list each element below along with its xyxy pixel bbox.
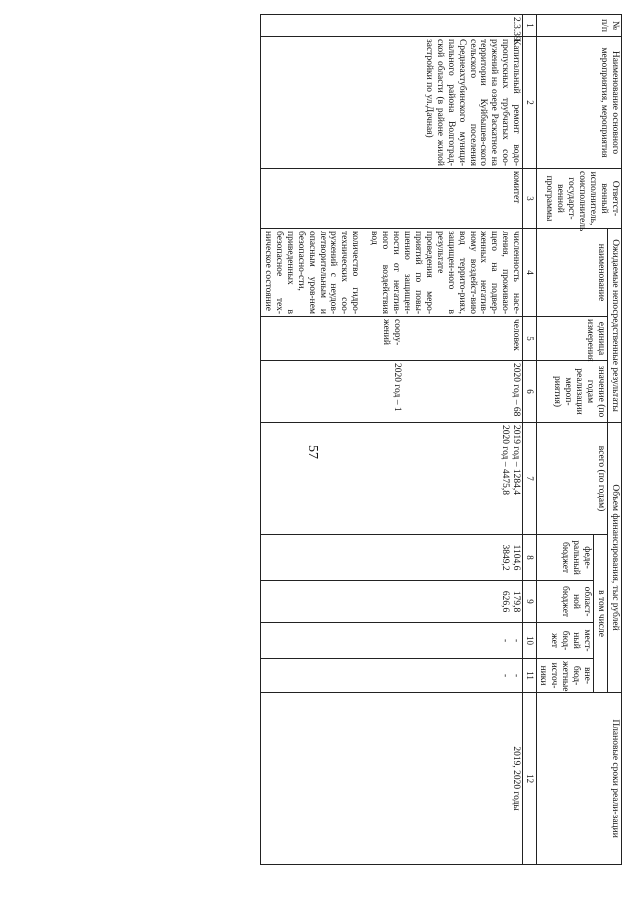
col-number: 2 [523, 37, 536, 169]
col-number: 10 [523, 623, 536, 659]
col-number: 11 [523, 659, 536, 693]
column-number-row [523, 15, 536, 865]
program-measures-table [260, 14, 622, 865]
row-number: 2.3.39. [261, 15, 523, 37]
funding-regional [261, 581, 523, 623]
col-number: 12 [523, 693, 536, 865]
col-number: 1 [523, 15, 536, 37]
total-2020: 2020 год – 4475,8 [500, 425, 511, 496]
col-number: 4 [523, 229, 536, 317]
header-including: в том числе [594, 535, 608, 693]
measure-name: Капитальный ремонт водо-пропускных трубчатых соо-ружений на озере Раскатное на территории Куйбышев-ского сельского поселения Среднеахтубинского муници-пального района Волгоград-ской области (в районе жилой застройки по ул.Дачная) [261, 37, 523, 169]
col-number: 5 [523, 317, 536, 361]
federal-2019: 1104,6 [511, 544, 522, 571]
result2-unit: соору-жений [381, 319, 403, 346]
regional-2019: 179,8 [511, 590, 522, 613]
header-expected-results: Ожидаемые непосредственные результаты [608, 229, 622, 423]
header-total: всего (по годам) [536, 423, 608, 535]
page-number: 57 [305, 445, 320, 459]
header-regional: област-ной бюджет [536, 581, 594, 623]
header-funding: Объем финансирования, тыс рублей [608, 423, 622, 693]
result-values [261, 361, 523, 423]
extra-2020: - [500, 673, 511, 678]
extra-2019: - [511, 673, 522, 678]
header-federal: феде-ральный бюджет [536, 535, 594, 581]
result1-unit: человек [511, 319, 522, 351]
header-no: № п/п [536, 15, 621, 37]
rotated-table-page [187, 14, 622, 864]
funding-local [261, 623, 523, 659]
funding-federal [261, 535, 523, 581]
federal-2020: 3849,2 [500, 544, 511, 571]
header-extra: вне-бюд-жетные источ-ники [536, 659, 594, 693]
header-unit: единица измерения [536, 317, 608, 361]
result1-value: 2020 год – 68 [511, 363, 522, 417]
col-number: 6 [523, 361, 536, 423]
total-2019: 2019 год – 1284,4 [511, 425, 522, 496]
header-responsible: Ответст-венный исполнитель, соисполнитель государст-венной программы [536, 169, 621, 229]
funding-extra [261, 659, 523, 693]
implementation-terms: 2019, 2020 годы [261, 693, 523, 865]
funding-total [261, 423, 523, 535]
col-number: 9 [523, 581, 536, 623]
result2-name: количество гидро-технических соо-ружений с неудов-летворительным и опасным уров-нем безопасно-сти, приведенных в безопасное тех-ническое состояние [262, 231, 361, 314]
result-units [261, 317, 523, 361]
local-2020: - [500, 638, 511, 643]
header-local: мест-ный бюд-жет [536, 623, 594, 659]
col-number: 8 [523, 535, 536, 581]
table-row [261, 15, 523, 865]
regional-2020: 626,6 [500, 590, 511, 613]
result1-name: численность насе-ления, проживаю-щего на подвер-женных негатив-ному воздейст-вию вод террито-риях, защищен-ного в результате проведения меро-приятий по повы-шению защищен-ности от негатив-ного воздействия вод [369, 231, 522, 314]
header-name: Наименование основного мероприятия, мероприятия [536, 37, 621, 169]
header-result-name: наименование [536, 229, 608, 317]
local-2019: - [511, 638, 522, 643]
responsible-executor: комитет [261, 169, 523, 229]
col-number: 7 [523, 423, 536, 535]
header-terms: Плановые сроки реали-зации [536, 693, 621, 865]
header-value: значение (по годам реализации мероп-риятия) [536, 361, 608, 423]
result2-value: 2020 год – 1 [392, 363, 403, 412]
result-names [261, 229, 523, 317]
col-number: 3 [523, 169, 536, 229]
